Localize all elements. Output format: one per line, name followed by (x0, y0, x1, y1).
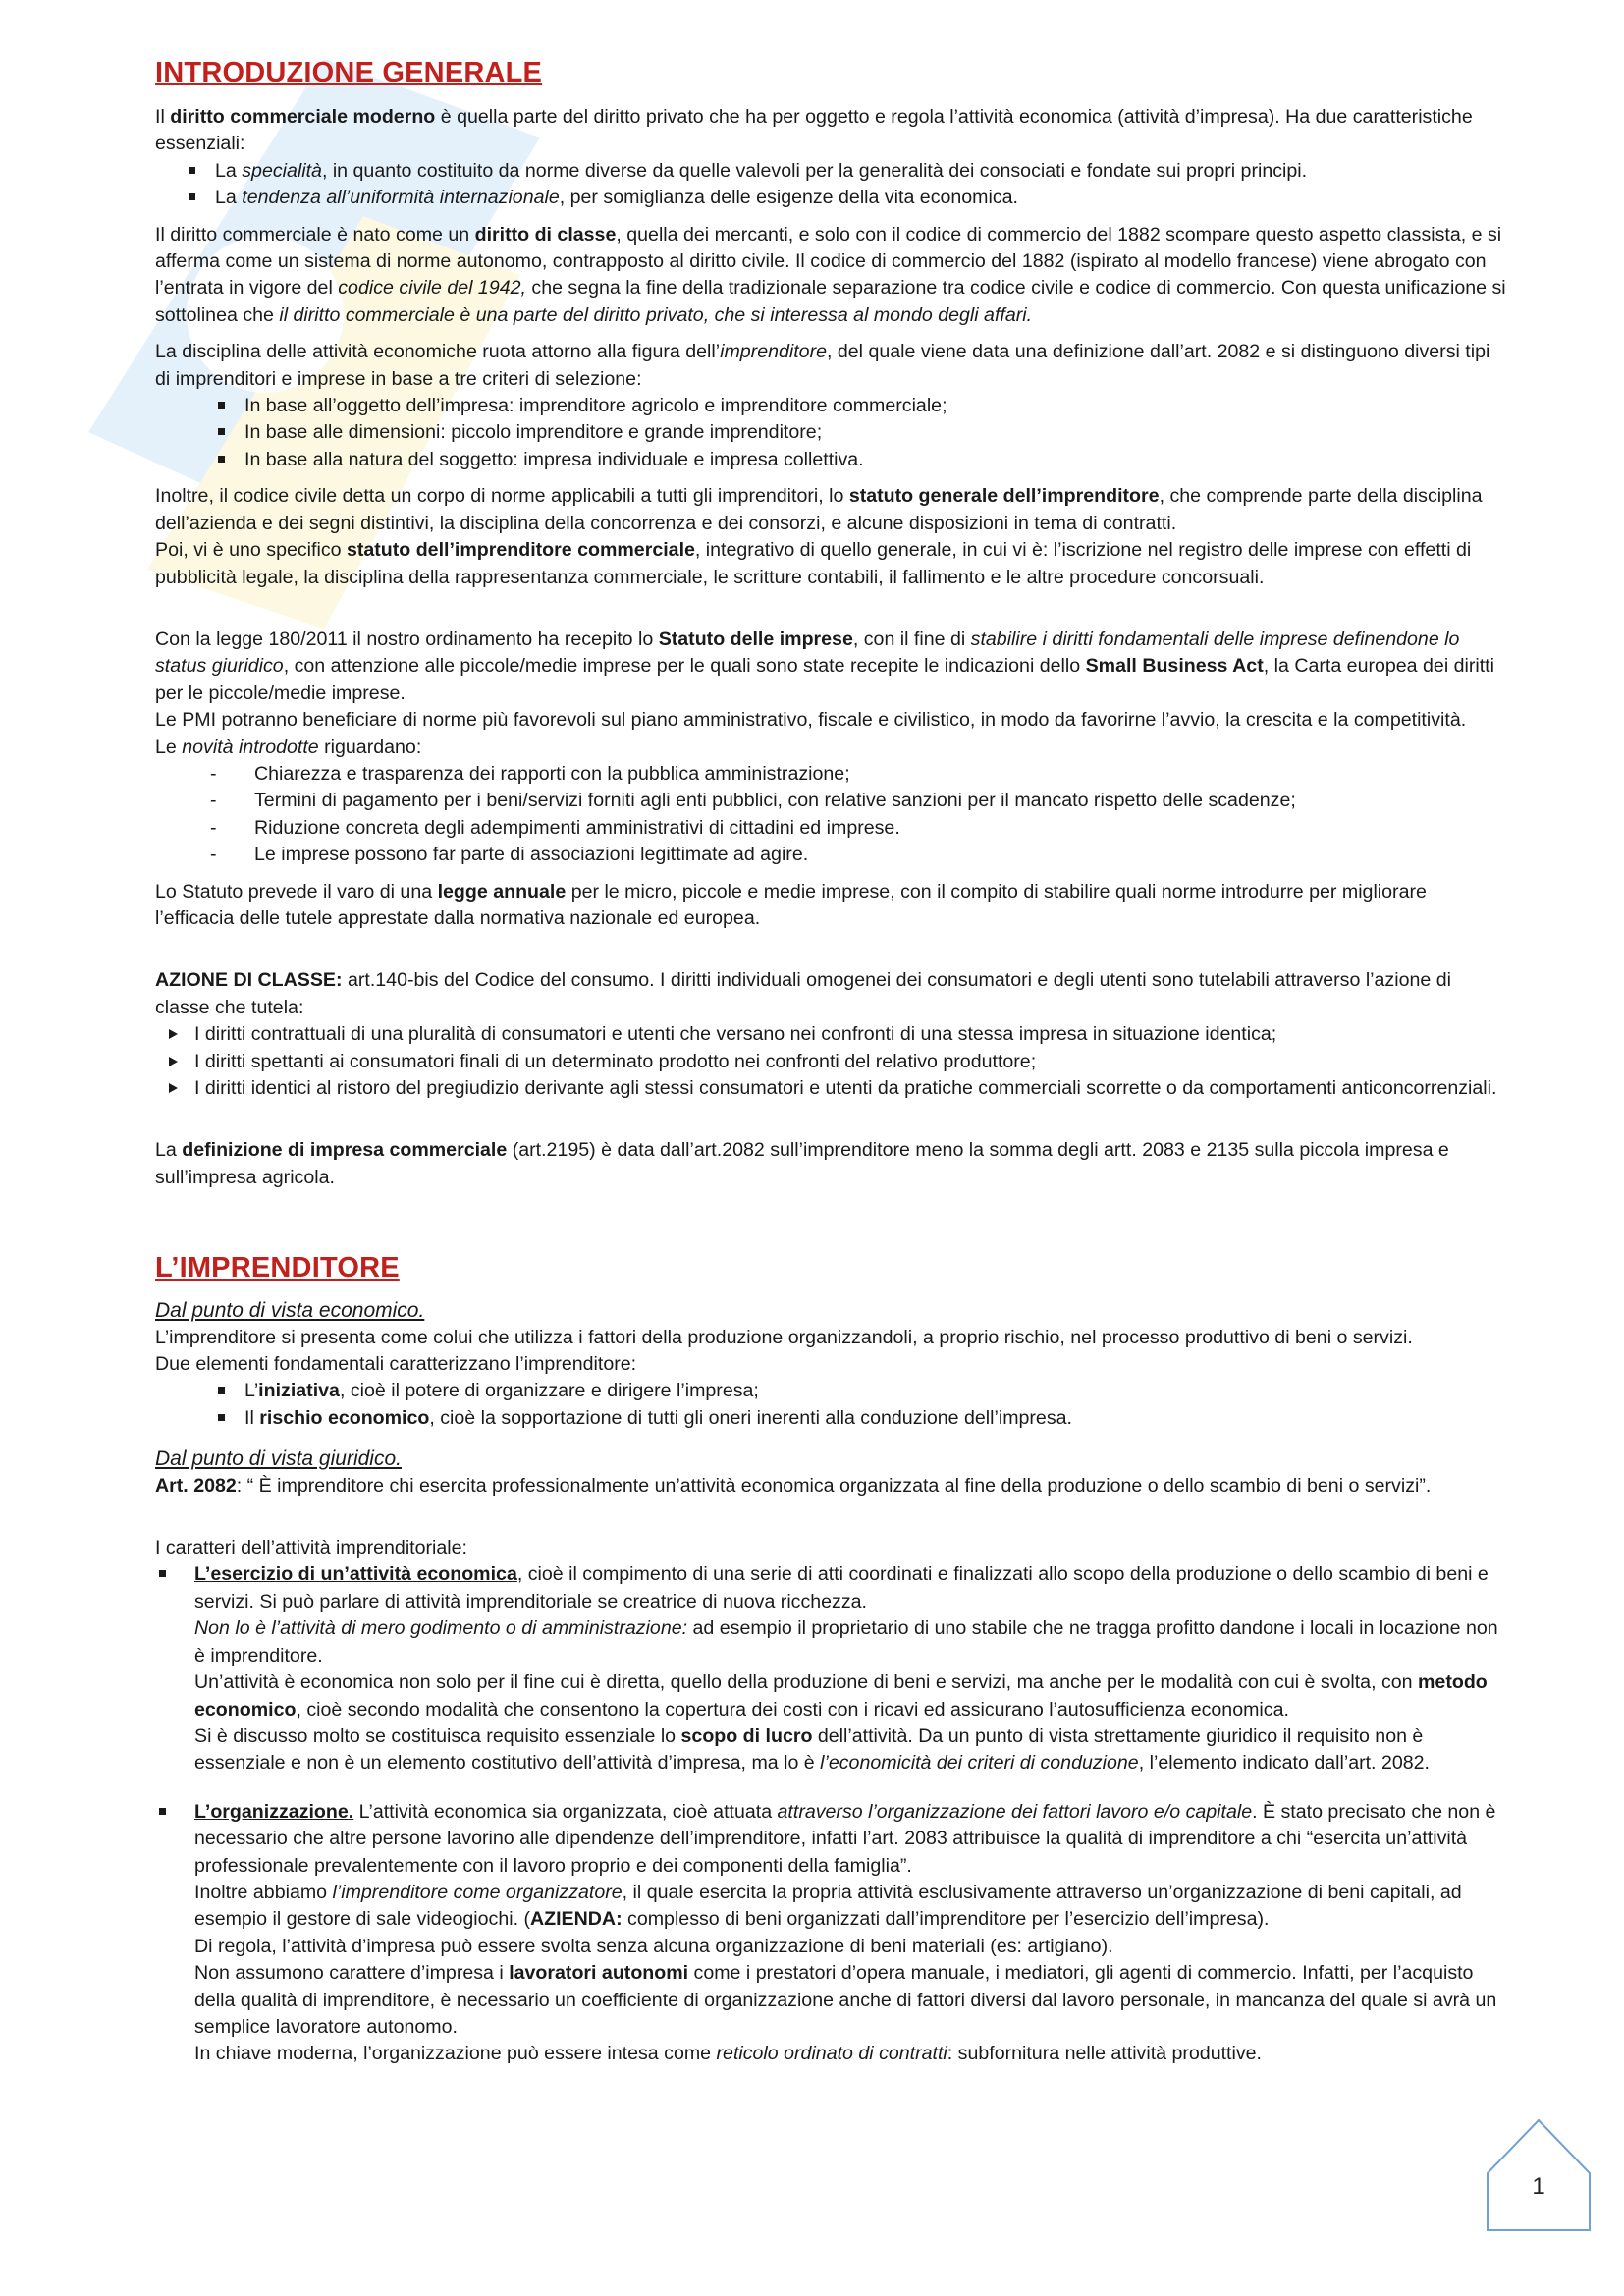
list-item: - Chiarezza e trasparenza dei rapporti con la pubblica amministrazione; (254, 761, 1510, 788)
list-item: In base alle dimensioni: piccolo imprenditore e grande imprenditore; (244, 419, 1510, 446)
document-page (155, 55, 1510, 2068)
caratteri-list (155, 1561, 1510, 2067)
paragraph-economico-2: Due elementi fondamentali caratterizzano l’imprenditore: (155, 1353, 637, 1376)
paragraph-diritto-di-classe: Il diritto commerciale è nato come un diritto di classe, quella dei mercanti, e solo con il codice di commercio del 1882 scompare questo aspetto classista, e si afferma come un sistema di norme autonomo, contrapposto al diritto civile. Il codice di commercio del 1882 (ispirato al modello francese) viene abrogato con l’entrata in vigore del codice civile del 1942, che segna la fine della tradizionale separazione tra codice civile e codice di commercio. Con questa unificazione si sottolinea che il diritto commerciale è una parte del diritto privato, che si interessa al mondo degli affari. (155, 223, 1506, 326)
azione-list (155, 1021, 1510, 1102)
paragraph-economico-1: L’imprenditore si presenta come colui che utilizza i fattori della produzione organizzandoli, a proprio rischio, nel processo produttivo di beni o servizi. (155, 1326, 1413, 1348)
paragraph-azione-di-classe: AZIONE DI CLASSE: art.140-bis del Codice del consumo. I diritti individuali omogenei dei consumatori e degli utenti sono tutelabili attraverso l’azione di classe che tutela: (155, 969, 1451, 1018)
characteristics-list (155, 158, 1510, 212)
page-number-badge (1480, 2116, 1597, 2234)
list-item: In base all’oggetto dell’impresa: imprenditore agricolo e imprenditore commerciale; (244, 393, 1510, 419)
page-number: 1 (1532, 2173, 1545, 2200)
paragraph-statuto-commerciale: Poi, vi è uno specifico statuto dell’imprenditore commerciale, integrativo di quello generale, in cui vi è: l’iscrizione nel registro delle imprese con effetti di pubblicità legale, la disciplina della rappresentanza commerciale, le scritture contabili, il fallimento e le altre procedure concorsuali. (155, 539, 1472, 588)
subheading-giuridico: Dal punto di vista giuridico. (155, 1448, 402, 1471)
paragraph-definizione-impresa: La definizione di impresa commerciale (art.2195) è data dall’art.2082 sull’imprenditore meno la somma degli artt. 2083 e 2135 sulla piccola impresa e sull’impresa agricola. (155, 1139, 1449, 1188)
elementi-list (155, 1378, 1510, 1432)
criteria-list (155, 393, 1510, 473)
list-item: In base alla natura del soggetto: impresa individuale e impresa collettiva. (244, 447, 1510, 473)
list-item: La specialità, in quanto costituito da norme diverse da quelle valevoli per la generalità dei consociati e fondate sui propri principi. (215, 158, 1510, 185)
list-item-organizzazione: L’organizzazione. L’attività economica sia organizzata, cioè attuata attraverso l’organizzazione dei fattori lavoro e/o capitale. È stato precisato che non è necessario che altre persone lavorino alle dipendenze dell’imprenditore, infatti l’art. 2083 attribuisce la qualità di imprenditore a chi “esercita un’attività professionale prevalentemente con il lavoro proprio e dei componenti della famiglia”. Inoltre abbiamo l’imprenditore come organizzatore, il quale esercita la propria attività esclusivamente attraverso un’organizzazione di beni capitali, ad esempio il gestore di sale videogiochi. (AZIENDA: complesso di beni organizzati dall’imprenditore per l’esercizio dell’impresa). Di regola, l’attività d’impresa può essere svolta senza alcuna organizzazione di beni materiali (es: artigiano). Non assumono carattere d’impresa i lavoratori autonomi come i prestatori d’opera manuale, i mediatori, gli agenti di commercio. Infatti, per l’acquisto della qualità di imprenditore, è necessario un coefficiente di organizzazione anche di fattori diversi dal lavoro personale, in mancanza del quale si avrà un semplice lavoratore autonomo. In chiave moderna, l’organizzazione può essere intesa come reticolo ordinato di contratti: subfornitura nelle attività produttive. (194, 1799, 1510, 2068)
paragraph-novita: Le novità introdotte riguardano: (155, 736, 422, 758)
paragraph-statuto-imprese: Con la legge 180/2011 il nostro ordinamento ha recepito lo Statuto delle imprese, con il fine di stabilire i diritti fondamentali delle imprese definendone lo status giuridico, con attenzione alle piccole/medie imprese per le quali sono state recepite le indicazioni dello Small Business Act, la Carta europea dei diritti per le piccole/medie imprese. (155, 628, 1494, 704)
paragraph-pmi: Le PMI potranno beneficiare di norme più favorevoli sul piano amministrativo, fiscale e civilistico, in modo da favorirne l’avvio, la crescita e la competitività. (155, 709, 1467, 732)
paragraph-caratteri: I caratteri dell’attività imprenditoriale: (155, 1537, 467, 1559)
list-item: I diritti contrattuali di una pluralità di consumatori e utenti che versano nei confronti di una stessa impresa in situazione identica; (194, 1021, 1510, 1048)
list-item: - Riduzione concreta degli adempimenti amministrativi di cittadini ed imprese. (254, 815, 1510, 842)
section-title-introduzione: INTRODUZIONE GENERALE (155, 57, 543, 88)
section-title-imprenditore: L’IMPRENDITORE (155, 1252, 400, 1285)
list-item: - Termini di pagamento per i beni/servizi forniti agli enti pubblici, con relative sanzioni per il mancato rispetto delle scadenze; (254, 788, 1510, 814)
list-item: - Le imprese possono far parte di associazioni legittimate ad agire. (254, 842, 1510, 868)
paragraph-legge-annuale: Lo Statuto prevede il varo di una legge annuale per le micro, piccole e medie imprese, con il compito di stabilire quali norme introdurre per migliorare l’efficacia delle tutele apprestate dalla normativa nazionale ed europea. (155, 880, 1427, 929)
paragraph-art-2082: Art. 2082: “ È imprenditore chi esercita professionalmente un’attività economica organizzata al fine della produzione o dello scambio di beni o servizi”. (155, 1474, 1432, 1497)
list-item: La tendenza all’uniformità internazionale, per somiglianza delle esigenze della vita economica. (215, 185, 1510, 211)
paragraph-statuto-generale: Inoltre, il codice civile detta un corpo di norme applicabili a tutti gli imprenditori, lo statuto generale dell’imprenditore, che comprende parte della disciplina dell’azienda e dei segni distintivi, la disciplina della concorrenza e dei consorzi, e alcune disposizioni in tema di contratti. (155, 485, 1483, 534)
subheading-economico: Dal punto di vista economico. (155, 1299, 425, 1323)
paragraph-disciplina: La disciplina delle attività economiche ruota attorno alla figura dell’imprenditore, del quale viene data una definizione dall’art. 2082 e si distinguono diversi tipi di imprenditori e imprese in base a tre criteri di selezione: (155, 341, 1490, 390)
list-item: I diritti spettanti ai consumatori finali di un determinato prodotto nei confronti del relativo produttore; (194, 1049, 1510, 1075)
paragraph-diritto-commerciale: Il diritto commerciale moderno è quella parte del diritto privato che ha per oggetto e regola l’attività economica (attività d’impresa). Ha due caratteristiche essenziali: (155, 106, 1473, 155)
list-item: I diritti identici al ristoro del pregiudizio derivante agli stessi consumatori e utenti da pratiche commerciali scorrette o da comportamenti anticoncorrenziali. (194, 1075, 1510, 1102)
list-item-esercizio: L’esercizio di un’attività economica, cioè il compimento di una serie di atti coordinati e finalizzati allo scopo della produzione o dello scambio di beni e servizi. Si può parlare di attività imprenditoriale se creatrice di nuova ricchezza. Non lo è l’attività di mero godimento o di amministrazione: ad esempio il proprietario di uno stabile che ne tragga profitto dandone i locali in locazione non è imprenditore. Un’attività è economica non solo per il fine cui è diretta, quello della produzione di beni e servizi, ma anche per le modalità con cui è svolta, con metodo economico, cioè secondo modalità che consentono la copertura dei costi con i ricavi ed assicurano l’autosufficienza economica. Si è discusso molto se costituisca requisito essenziale lo scopo di lucro dell’attività. Da un punto di vista strettamente giuridico il requisito non è essenziale e non è un elemento costitutivo dell’attività d’impresa, ma lo è l’economicità dei criteri di conduzione, l’elemento indicato dall’art. 2082. (194, 1561, 1510, 1777)
novita-list (155, 761, 1510, 869)
list-item: Il rischio economico, cioè la sopportazione di tutti gli oneri inerenti alla conduzione dell’impresa. (244, 1405, 1510, 1432)
list-item: L’iniziativa, cioè il potere di organizzare e dirigere l’impresa; (244, 1378, 1510, 1404)
